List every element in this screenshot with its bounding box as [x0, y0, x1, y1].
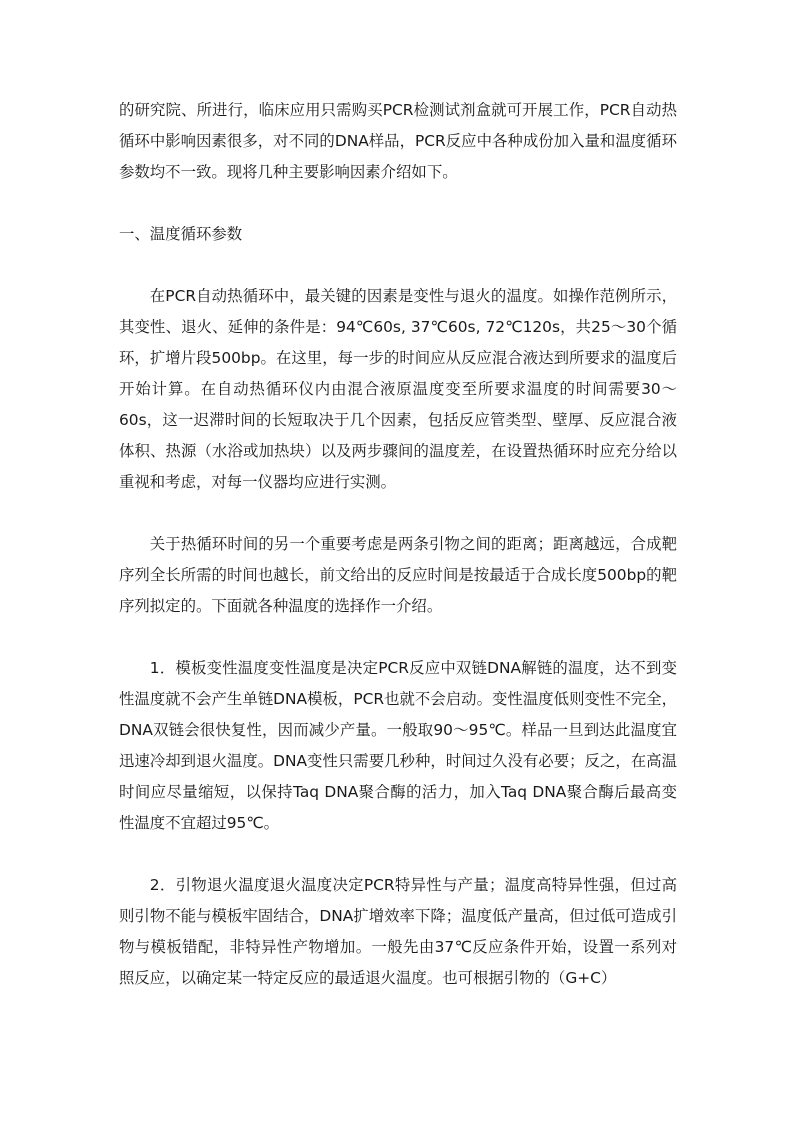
paragraph-denaturation-temperature: 1．模板变性温度变性温度是决定PCR反应中双链DNA解链的温度，达不到变性温度就不会产生单链DNA模板，PCR也就不会启动。变性温度低则变性不完全，DNA双链会很快复性，因而减少产量。一般取90～95℃。样品一旦到达此温度宜迅速冷却到退火温度。DNA变性只需要几秒种，时间过久没有必要；反之，在高温时间应尽量缩短，以保持Taq DNA聚合酶的活力，加入Taq DNA聚合酶后最高变性温度不宜超过95℃。	[119, 659, 677, 832]
paragraph-primer-distance: 关于热循环时间的另一个重要考虑是两条引物之间的距离；距离越远，合成靶序列全长所需的时间也越长，前文给出的反应时间是按最适于合成长度500bp的靶序列拟定的。下面就各种温度的选择作一介绍。	[119, 535, 677, 615]
section-heading: 一、温度循环参数	[119, 225, 243, 243]
document-body	[119, 95, 677, 994]
paragraph-annealing-temperature: 2．引物退火温度退火温度决定PCR特异性与产量；温度高特异性强，但过高则引物不能与模板牢固结合，DNA扩增效率下降；温度低产量高，但过低可造成引物与模板错配，非特异性产物增加。一般先由37℃反应条件开始，设置一系列对照反应，以确定某一特定反应的最适退火温度。也可根据引物的（G+C）	[119, 876, 677, 987]
paragraph-thermal-cycling: 在PCR自动热循环中，最关键的因素是变性与退火的温度。如操作范例所示，其变性、退火、延伸的条件是：94℃60s, 37℃60s, 72℃120s，共25～30个循环，扩增片段500bp。在这里，每一步的时间应从反应混合液达到所要求的温度后开始计算。在自动热循环仪内由混合液原温度变至所要求温度的时间需要30～60s，这一迟滞时间的长短取决于几个因素，包括反应管类型、壁厚、反应混合液体积、热源（水浴或加热块）以及两步骤间的温度差，在设置热循环时应充分给以重视和考虑，对每一仪器均应进行实测。	[119, 287, 677, 491]
intro-paragraph: 的研究院、所进行，临床应用只需购买PCR检测试剂盒就可开展工作，PCR自动热循环中影响因素很多，对不同的DNA样品，PCR反应中各种成份加入量和温度循环参数均不一致。现将几种主要影响因素介绍如下。	[119, 101, 677, 181]
